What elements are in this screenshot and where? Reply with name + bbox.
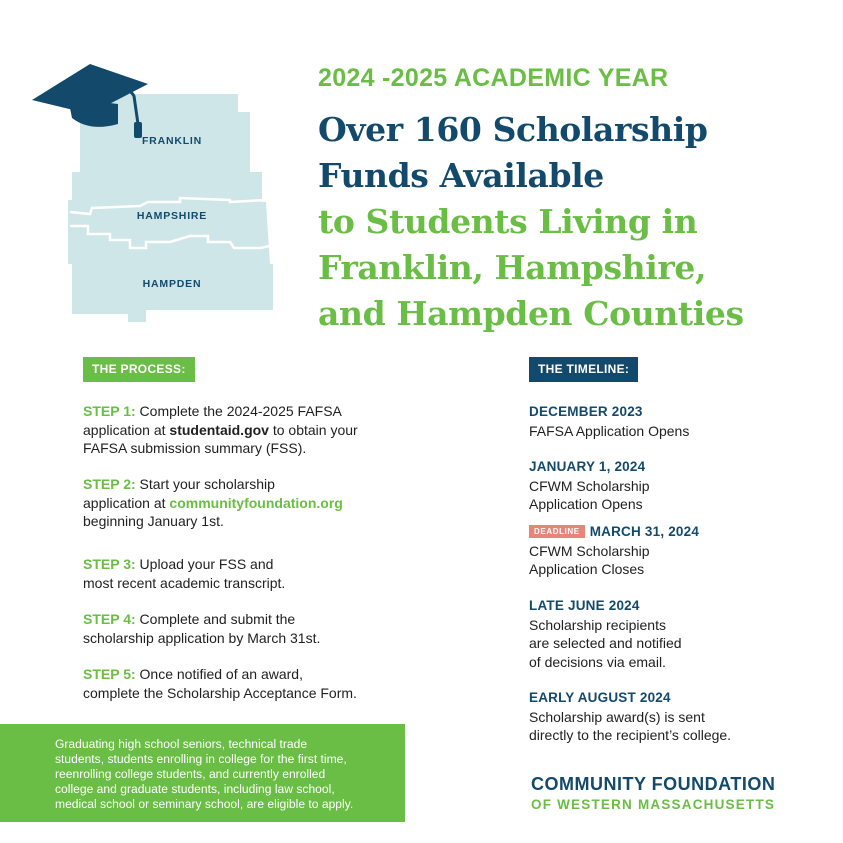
timeline-date: MARCH 31, 2024 [589, 524, 700, 539]
timeline-date: LATE JUNE 2024 [529, 598, 640, 613]
timeline-item-5 [529, 689, 731, 745]
step-4-text: Complete and submit the [139, 611, 296, 627]
step-1-text-3: to obtain your [268, 421, 358, 438]
step-5-text-2: complete the Scholarship Acceptance Form. [83, 684, 357, 701]
eligibility-line: students, students enrolling in college for the first time, [55, 752, 347, 766]
timeline-item-4 [529, 597, 682, 671]
timeline-text: directly to the recipient’s college. [529, 727, 732, 743]
step-2-label: STEP 2: [83, 476, 136, 492]
timeline-text: are selected and notified [529, 635, 682, 651]
step-1-label: STEP 1: [83, 403, 136, 419]
timeline-text: CFWM Scholarship [529, 477, 650, 494]
timeline-date: EARLY AUGUST 2024 [529, 690, 671, 705]
subheadline-line-1: to Students Living in [318, 202, 698, 241]
subheadline-line-3: and Hampden Counties [318, 294, 744, 333]
headline-line-2: Funds Available [318, 156, 604, 195]
timeline-text: Application Closes [529, 561, 645, 577]
step-3-label: STEP 3: [83, 556, 136, 572]
eligibility-line: medical school or seminary school, are eligible to apply. [55, 797, 354, 811]
county-label-franklin: FRANKLIN [141, 135, 203, 147]
county-label-hampden: HAMPDEN [142, 278, 202, 290]
communityfoundation-link[interactable]: communityfoundation.org [169, 494, 343, 511]
eligibility-line: reenrolling college students, and currently enrolled [55, 767, 326, 781]
timeline-item-1 [529, 403, 689, 440]
step-2-text: Start your scholarship [139, 476, 275, 492]
studentaid-link[interactable]: studentaid.gov [169, 421, 269, 438]
deadline-badge: DEADLINE [529, 525, 585, 538]
step-3-text: Upload your FSS and [139, 556, 274, 572]
step-1-text-4: FAFSA submission summary (FSS). [83, 440, 307, 456]
step-2-text-2: application at [83, 494, 170, 511]
step-5-text: Once notified of an award, [139, 666, 303, 682]
county-label-hampshire: HAMPSHIRE [136, 210, 208, 222]
org-subname: OF WESTERN MASSACHUSETTS [531, 797, 776, 812]
step-1-text: Complete the 2024-2025 FAFSA [139, 403, 342, 419]
timeline-text: FAFSA Application Opens [529, 422, 690, 439]
eligibility-line: college and graduate students, including law school, [55, 782, 335, 796]
eligibility-text [55, 737, 353, 812]
academic-year: 2024 -2025 ACADEMIC YEAR [318, 64, 669, 92]
step-4-label: STEP 4: [83, 611, 136, 627]
eligibility-line: Graduating high school seniors, technical trade [55, 737, 308, 751]
step-5-label: STEP 5: [83, 666, 136, 682]
timeline-date: JANUARY 1, 2024 [529, 459, 646, 474]
timeline-item-3 [529, 523, 699, 579]
counties-map [30, 52, 280, 327]
timeline-label: THE TIMELINE: [529, 357, 638, 382]
timeline-text: Scholarship recipients [529, 616, 666, 633]
step-3 [83, 555, 285, 592]
page-title [318, 107, 744, 337]
timeline-date: DECEMBER 2023 [529, 404, 643, 419]
timeline-item-2 [529, 458, 650, 514]
step-2-text-3: beginning January 1st. [83, 513, 224, 529]
step-4 [83, 610, 320, 647]
step-1-text-2: application at [83, 421, 170, 438]
timeline-date-row [529, 523, 699, 542]
step-1 [83, 402, 358, 458]
org-name: COMMUNITY FOUNDATION [531, 774, 776, 794]
step-4-text-2: scholarship application by March 31st. [83, 629, 321, 646]
step-3-text-2: most recent academic transcript. [83, 574, 286, 591]
timeline-text: CFWM Scholarship [529, 542, 650, 559]
step-5 [83, 665, 357, 702]
timeline-text: of decisions via email. [529, 653, 666, 670]
timeline-text: Application Opens [529, 496, 643, 512]
eligibility-box [0, 724, 405, 822]
process-label: THE PROCESS: [83, 357, 195, 382]
subheadline-line-2: Franklin, Hampshire, [318, 248, 707, 287]
timeline-text: Scholarship award(s) is sent [529, 708, 705, 725]
step-2 [83, 475, 343, 531]
headline-line-1: Over 160 Scholarship [318, 110, 708, 149]
